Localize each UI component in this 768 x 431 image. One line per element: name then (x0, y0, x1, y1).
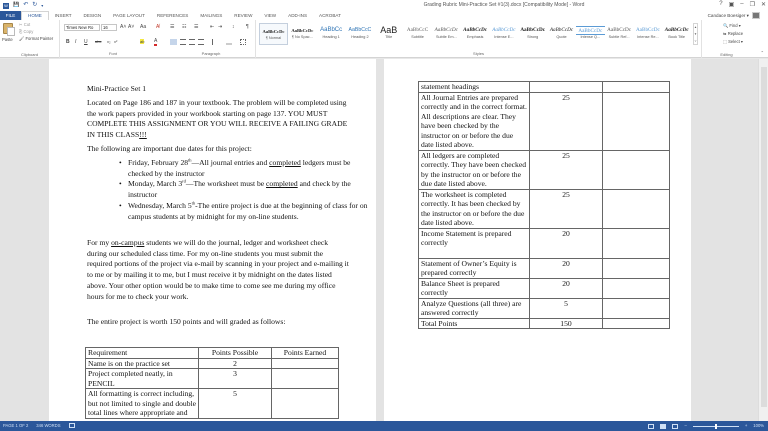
font-size-select[interactable]: 16 (101, 24, 117, 31)
font-color-icon[interactable]: A (154, 38, 158, 44)
table-row: All ledgers are completed correctly. They have been checked by the instructor on or before the due date listed above. 25 (419, 150, 670, 189)
italic-icon[interactable]: I (75, 39, 77, 45)
user-name[interactable]: Candace Boesiger ▾ (707, 13, 749, 18)
shading-icon[interactable] (226, 39, 232, 45)
print-layout-icon[interactable] (660, 424, 666, 429)
restore-icon[interactable]: ❐ (749, 2, 755, 8)
submission-paragraph: For my on-campus students we will do the journal, ledger and worksheet check during our scheduled class time. For my on-line students you must submit the required portions of the project via e-mail by scanning in your project and e-mailing it to me or by mailing it to me, but I must receive it by midnight on the dates listed above. Your other option would be to make time to come see me during my office hours for me to check your work. (87, 238, 349, 301)
page-1[interactable] (49, 59, 376, 421)
rubric-table-part-2 (418, 81, 670, 329)
table-row: Income Statement is prepared correctly 20 (419, 228, 670, 258)
list-item: • Wednesday, March 5th-The entire project is due at the beginning of class for on campus students at by midnight for my on-line students. (119, 201, 369, 222)
clear-formatting-icon[interactable]: A̸ (156, 24, 160, 30)
font-label: Font (108, 51, 117, 56)
strikethrough-icon[interactable]: abc (95, 39, 102, 44)
style-subtle-emphasis[interactable]: AaBbCcDc Subtle Em... (434, 27, 458, 39)
increase-indent-icon[interactable]: ⇥ (218, 24, 223, 30)
status-left (3, 421, 75, 431)
style-subtitle[interactable]: AaBbCcC Subtitle (406, 27, 429, 39)
help-icon[interactable]: ? (719, 1, 723, 7)
styles-gallery (259, 23, 691, 45)
tab-add-ins[interactable]: ADD-INS (288, 13, 308, 18)
style-strong[interactable]: AaBbCcDc Strong (520, 27, 546, 39)
table-row: Balance Sheet is prepared correctly 20 (419, 278, 670, 298)
user-account[interactable] (708, 11, 760, 20)
save-icon[interactable]: 💾 (13, 2, 20, 8)
align-center-icon[interactable] (180, 39, 186, 45)
justify-icon[interactable] (198, 39, 204, 45)
page-2[interactable] (384, 59, 691, 421)
superscript-icon[interactable]: x² (114, 39, 118, 44)
tab-insert[interactable]: INSERT (54, 13, 72, 18)
table-row: All Journal Entries are prepared correctly and in the correct format. All descriptions are clear. They have been checked by the instructor on or before the due date listed above. 25 (419, 92, 670, 150)
tab-mailings[interactable]: MAILINGS (200, 13, 223, 18)
clipboard-label: Clipboard (20, 52, 39, 57)
align-right-icon[interactable] (189, 39, 195, 45)
close-icon[interactable]: ✕ (760, 2, 766, 8)
web-layout-icon[interactable] (672, 424, 678, 429)
decrease-indent-icon[interactable]: ⇤ (210, 24, 215, 30)
vertical-scrollbar[interactable] (758, 59, 768, 421)
redo-icon[interactable]: ↻ (32, 2, 38, 8)
style-title[interactable]: AaB Title (380, 26, 398, 39)
tab-home[interactable]: HOME (21, 11, 49, 20)
window-controls (719, 1, 766, 8)
bold-icon[interactable]: B (66, 39, 70, 45)
zoom-slider[interactable] (693, 426, 739, 427)
find-button[interactable]: 🔍 Find ▾ (723, 23, 741, 28)
style-intense-reference[interactable]: AaBbCcDc Intense Re... (635, 27, 660, 39)
editing-group (701, 20, 751, 58)
sort-icon[interactable]: ↕ (232, 24, 235, 30)
due-dates-intro: The following are important due dates for this project: (87, 144, 252, 153)
zoom-level[interactable]: 100% (753, 423, 764, 428)
style-quote[interactable]: AaBbCcDc Quote (549, 27, 574, 39)
styles-gallery-scroll[interactable]: ▴ ▾ ▿ (694, 25, 697, 43)
style-normal[interactable]: AaBbCcDc ¶ Normal (259, 23, 288, 45)
table-row: The worksheet is completed correctly. It has been checked by the instructor on or before the due date listed above. 25 (419, 189, 670, 228)
line-spacing-icon[interactable] (212, 39, 218, 45)
page-count[interactable]: PAGE 1 OF 2 (3, 423, 29, 428)
grow-font-icon[interactable]: A˄ (120, 24, 127, 30)
paste-button[interactable]: Paste (2, 37, 13, 42)
style-heading-1[interactable]: AaBbCc Heading 1 (320, 27, 343, 39)
select-button[interactable]: ⬚ Select ▾ (723, 39, 744, 44)
format-painter-button[interactable]: 🖌 Format Painter (19, 36, 54, 41)
status-right (648, 421, 764, 431)
tab-page-layout[interactable]: PAGE LAYOUT (113, 13, 145, 18)
tab-acrobat[interactable]: ACROBAT (319, 13, 341, 18)
read-mode-icon[interactable] (648, 424, 654, 429)
undo-icon[interactable]: ↶ (23, 2, 29, 8)
paragraph-label: Paragraph (201, 51, 221, 56)
zoom-out-button[interactable]: – (684, 423, 687, 428)
customize-qat-icon[interactable]: ▾ (41, 3, 44, 8)
zoom-slider-thumb[interactable] (715, 424, 717, 429)
table-row: Name is on the practice set 2 (86, 358, 339, 369)
tab-file[interactable]: FILE (0, 11, 21, 20)
paste-icon[interactable] (3, 23, 13, 34)
subscript-icon[interactable]: x₂ (107, 39, 111, 44)
tab-view[interactable]: VIEW (264, 13, 277, 18)
shrink-font-icon[interactable]: A˅ (128, 24, 135, 30)
doc-heading: Mini-Practice Set 1 (87, 84, 147, 93)
word-count[interactable]: 346 WORDS (36, 423, 61, 428)
list-item: • Monday, March 3rd—The worksheet must be completed and check by the instructor (119, 179, 369, 200)
table-row: All formatting is correct including, but not limited to single and double total lines where appropriate and 5 (86, 389, 339, 419)
word-logo-icon: W (4, 2, 8, 8)
change-case-icon[interactable]: Aa (140, 24, 147, 30)
styles-label: Styles (473, 51, 484, 56)
scrollbar-thumb[interactable] (761, 67, 767, 407)
style-subtle-reference[interactable]: AaBbCcDc Subtle Ref... (607, 27, 632, 39)
style-intense-quote[interactable]: AaBbCcDc Intense Q... (576, 23, 605, 45)
title-bar (0, 0, 768, 11)
due-dates-list (119, 158, 369, 222)
ribbon-tabs (0, 11, 768, 20)
text-highlight-icon[interactable]: ab (140, 39, 145, 44)
align-left-icon[interactable] (170, 39, 177, 45)
worth-paragraph: The entire project is worth 150 points and will graded as follows: (87, 317, 286, 326)
cut-button[interactable]: ✂ Cut (19, 22, 31, 27)
show-formatting-icon[interactable]: ¶ (246, 24, 249, 30)
style-intense-emphasis[interactable]: AaBbCcDc Intense E... (492, 27, 516, 39)
list-item: • Friday, February 28th—All journal entries and completed ledgers must be checked by the instructor (119, 158, 369, 179)
bullets-icon[interactable]: ☰ (170, 24, 175, 30)
style-no-spacing[interactable]: AaBbCcDc ¶ No Spac... (291, 28, 314, 39)
editing-label: Editing (720, 52, 733, 57)
minimize-icon[interactable]: – (740, 1, 744, 7)
collapse-ribbon-icon[interactable]: ⌃ (760, 50, 764, 55)
table-header-row: Requirement Points Possible Points Earned (86, 348, 339, 359)
clipboard-group (0, 20, 60, 58)
intro-paragraph: Located on Page 186 and 187 in your textbook. The problem will be completed using the work papers provided in your workbook starting on page 137. YOU MUST COMPLETE THIS ASSIGNMENT OR YOU WILL RECEIVE A FAILING GRADE IN THIS CLASS!!! (87, 98, 348, 140)
font-name-select[interactable]: Times New Ro (64, 24, 100, 31)
tab-design[interactable]: DESIGN (83, 13, 102, 18)
replace-button[interactable]: ⇆ Replace (723, 31, 744, 36)
tab-references[interactable]: REFERENCES (156, 13, 189, 18)
borders-icon[interactable] (240, 39, 246, 45)
zoom-in-button[interactable]: + (744, 423, 748, 428)
ribbon-display-icon[interactable]: ▣ (728, 2, 735, 8)
underline-icon[interactable]: U (84, 39, 88, 45)
table-row: Project completed neatly, in PENCIL 3 (86, 369, 339, 389)
copy-button[interactable]: ⎘ Copy (19, 29, 34, 34)
rubric-table-part-1 (85, 347, 339, 419)
tab-review[interactable]: REVIEW (234, 13, 253, 18)
multilevel-list-icon[interactable]: ☰ (194, 24, 199, 30)
style-heading-2[interactable]: AaBbCcC Heading 2 (348, 27, 372, 39)
window-title: Grading Rubric Mini-Practice Set #1(3).docx [Compatibility Mode] - Word (423, 2, 585, 8)
proofing-icon[interactable] (69, 423, 75, 428)
ribbon (0, 20, 768, 58)
status-bar (0, 421, 768, 431)
table-row: statement headings (419, 82, 670, 93)
table-total-row: Total Points 150 (419, 318, 670, 329)
on-campus-link[interactable]: on-campus (111, 238, 145, 247)
avatar[interactable] (752, 12, 760, 19)
document-canvas (0, 59, 768, 421)
table-row: Analyze Questions (all three) are answered correctly 5 (419, 298, 670, 318)
style-emphasis[interactable]: AaBbCcDc Emphasis (463, 27, 488, 39)
style-book-title[interactable]: AaBbCcDc Book Title (664, 27, 689, 39)
numbering-icon[interactable]: ☷ (182, 24, 187, 30)
table-row: Statement of Owner’s Equity is prepared correctly 20 (419, 258, 670, 278)
